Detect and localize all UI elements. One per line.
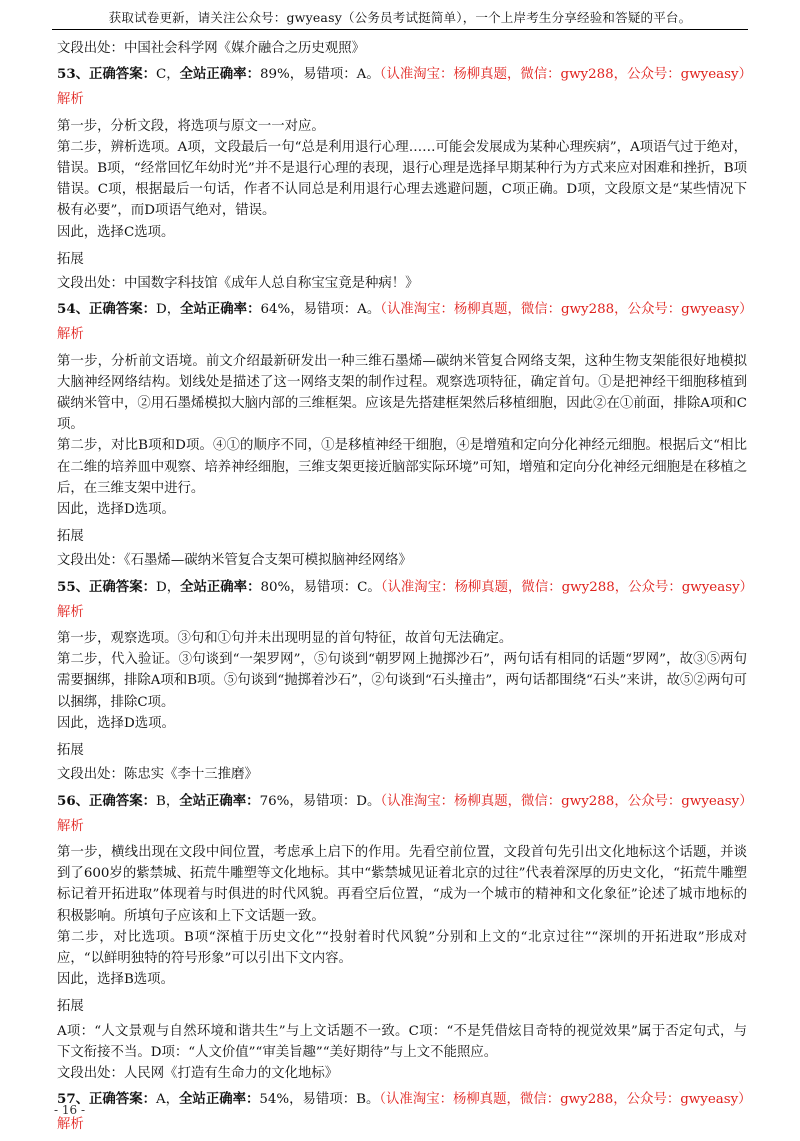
- source-line: 文段出处：中国社会科学网《媒介融合之历史观照》: [57, 41, 365, 56]
- analysis-conclusion: 因此，选择B选项。: [57, 972, 174, 988]
- expand-heading: 拓展: [57, 999, 84, 1015]
- analysis-heading: 解析: [57, 818, 84, 834]
- source-line: 文段出处：陈忠实《李十三推磨》: [57, 767, 258, 783]
- expand-heading: 拓展: [57, 529, 84, 545]
- analysis-step: 第一步，分析文段，将选项与原文一一对应。: [57, 118, 325, 134]
- source-line: 文段出处：《石墨烯—碳纳米管复合支架可模拟脑神经网络》: [57, 553, 412, 569]
- source-line: 文段出处：人民网《打造有生命力的文化地标》: [57, 1065, 339, 1081]
- question-block-54: [57, 299, 753, 571]
- promo-text: （认准淘宝：杨柳真题，微信：gwy288，公众号：gwyeasy）: [380, 302, 753, 318]
- question-block-53: [57, 64, 752, 294]
- promo-text: （认准淘宝：杨柳真题，微信：gwy288，公众号：gwyeasy）: [380, 793, 753, 809]
- answer-line: 54、正确答案：D，全站正确率：64%，易错项：A。（认准淘宝：杨柳真题，微信：gwy288，公众号：gwyeasy）: [57, 301, 753, 318]
- analysis-step: 第二步，代入验证。③句谈到“一架罗网”，⑤句谈到“朝罗网上抛掷沙石”，两句话有相同的话题“罗网”，故③⑤两句需要捆绑，排除A项和B项。⑤句谈到“抛掷着沙石”，②句谈到“石头撞击”，两句话都围绕“石头”来讲，故⑤②两句可以捆绑，排除C项。: [57, 652, 747, 710]
- analysis-step: 第二步，对比B项和D项。④①的顺序不同，①是移植神经干细胞，④是增殖和定向分化神经元细胞。根据后文“相比在二维的培养皿中观察、培养神经细胞，三维支架更接近脑部实际环境”可知，增殖和定向分化神经元细胞是在移植之后，在三维支架中进行。: [57, 438, 747, 496]
- analysis-conclusion: 因此，选择C选项。: [57, 224, 175, 240]
- promo-text: （认准淘宝：杨柳真题，微信：gwy288，公众号：gwyeasy）: [379, 1092, 752, 1108]
- analysis-step: 第二步，对比选项。B项“深植于历史文化”“投射着时代风貌”分别和上文的“北京过往”“深圳的开拓进取”形成对应，“以鲜明独特的符号形象”可以引出下文内容。: [57, 929, 747, 966]
- answer-line: 55、正确答案：D，全站正确率：80%，易错项：C。（认准淘宝：杨柳真题，微信：gwy288，公众号：gwyeasy）: [57, 578, 754, 595]
- source-line: 文段出处：中国数字科技馆《成年人总自称宝宝竟是种病！》: [57, 276, 419, 292]
- header-divider: [52, 29, 748, 30]
- promo-text: （认准淘宝：杨柳真题，微信：gwy288，公众号：gwyeasy）: [379, 67, 752, 83]
- analysis-step: 第二步，辨析选项。A项，文段最后一句“总是利用退行心理……可能会发展成为某种心理疾病”，A项语气过于绝对，错误。B项，“经常回忆年幼时光”并不是退行心理的表现，退行心理是选择早期某种行为方式来应对困难和挫折，B项错误。C项，根据最后一句话，作者不认同总是利用退行心理去逃避问题，C项正确。D项，文段原文是“某些情况下极有必要”，而D项语气绝对，错误。: [57, 139, 747, 219]
- analysis-heading: 解析: [57, 1117, 84, 1133]
- header-notice: 获取试卷更新，请关注公众号：gwyeasy（公务员考试挺简单），一个上岸考生分享经验和答疑的平台。: [108, 10, 692, 25]
- analysis-heading: 解析: [57, 604, 84, 620]
- answer-line: 53、正确答案：C，全站正确率：89%，易错项：A。（认准淘宝：杨柳真题，微信：gwy288，公众号：gwyeasy）: [57, 66, 752, 83]
- analysis-heading: 解析: [57, 327, 84, 343]
- question-block-56: [57, 791, 753, 1085]
- analysis-step: 第一步，横线出现在文段中间位置，考虑承上启下的作用。先看空前位置，文段首句先引出文化地标这个话题，并谈到了600岁的紫禁城、拓荒牛雕塑等文化地标。其中“紫禁城见证着北京的过往”代表着深厚的历史文化，“拓荒牛雕塑标记着开拓进取”体现着与时俱进的时代风貌。再看空后位置，“成为一个城市的精神和文化象征”论述了城市地标的积极影响。所填句子应该和上下文话题一致。: [57, 844, 747, 924]
- promo-text: （认准淘宝：杨柳真题，微信：gwy288，公众号：gwyeasy）: [380, 579, 754, 595]
- analysis-conclusion: 因此，选择D选项。: [57, 502, 175, 518]
- page-header: [0, 0, 800, 32]
- question-block-57: [57, 1089, 752, 1135]
- analysis-conclusion: 因此，选择D选项。: [57, 715, 175, 731]
- answer-line: 56、正确答案：B，全站正确率：76%，易错项：D。（认准淘宝：杨柳真题，微信：gwy288，公众号：gwyeasy）: [57, 792, 753, 809]
- answer-line: 57、正确答案：A，全站正确率：54%，易错项：B。（认准淘宝：杨柳真题，微信：gwy288，公众号：gwyeasy）: [57, 1091, 752, 1108]
- analysis-step: 第一步，观察选项。③句和①句并未出现明显的首句特征，故首句无法确定。: [57, 631, 513, 647]
- expand-heading: 拓展: [57, 743, 84, 759]
- page-number: - 16 -: [54, 1103, 86, 1117]
- question-block-55: [57, 577, 754, 786]
- expand-heading: 拓展: [57, 251, 84, 267]
- analysis-step: 第一步，分析前文语境。前文介绍最新研发出一种三维石墨烯—碳纳米管复合网络支架，这种生物支架能很好地模拟大脑神经网络结构。划线处是描述了这一网络支架的制作过程。观察选项特征，确定首句。①是把神经干细胞移植到碳纳米管中，②用石墨烯模拟大脑内部的三维框架。应该是先搭建框架然后移植细胞，因此②在①前面，排除A项和C项。: [57, 353, 747, 433]
- document-body: [57, 38, 754, 1141]
- analysis-heading: 解析: [57, 92, 84, 108]
- expand-text: A项：“人文景观与自然环境和谐共生”与上文话题不一致。C项：“不是凭借炫目奇特的视觉效果”属于否定句式，与下文衔接不当。D项：“人文价值”“审美旨趣”“美好期待”与上文不能照应。: [57, 1023, 747, 1060]
